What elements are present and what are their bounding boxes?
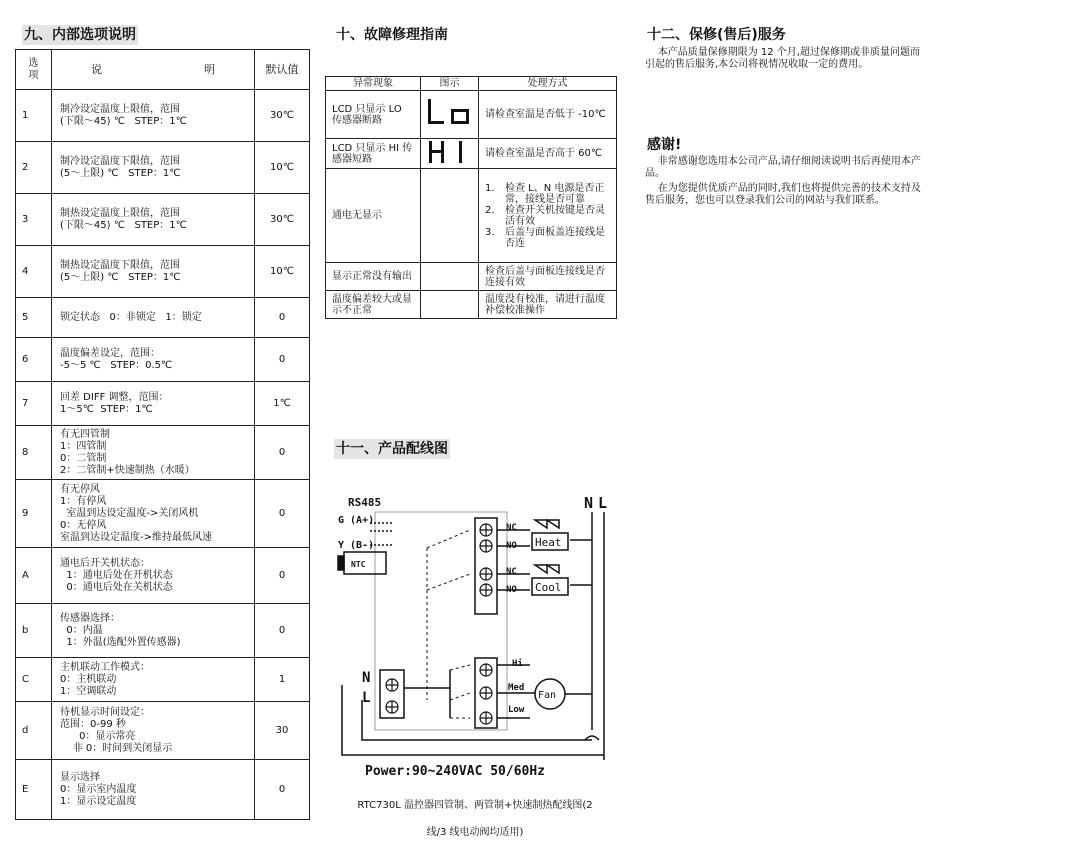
fault-abnormal: 通电无显示 (326, 169, 421, 263)
fault-row (326, 169, 617, 263)
option-code: d (16, 702, 52, 760)
power-label: Power:90~240VAC 50/60Hz (365, 764, 546, 779)
med-label: Med (508, 683, 525, 693)
option-code: 2 (16, 142, 52, 194)
fault-row (326, 291, 617, 319)
ntc-label: NTC (351, 560, 366, 569)
fault-header-icon: 图示 (421, 77, 479, 91)
header-desc-left: 说 (91, 62, 102, 76)
y-label: Y (B-) (338, 540, 375, 551)
lcd-lo-icon (421, 91, 479, 139)
option-description: 通电后开关机状态： 1：通电后处在开机状态 0：通电后处在关机状态 (52, 548, 255, 604)
option-row (16, 702, 310, 760)
fault-abnormal: LCD 只显示 HI 传感器短路 (326, 139, 421, 169)
option-default: 30℃ (255, 194, 310, 246)
section10-title: 十、故障修理指南 (336, 27, 448, 43)
option-row (16, 658, 310, 702)
option-default: 0 (255, 604, 310, 658)
option-default: 30℃ (255, 90, 310, 142)
option-row (16, 480, 310, 548)
fault-icon-empty (421, 169, 479, 263)
option-row (16, 760, 310, 820)
section12-title: 十二、保修(售后)服务 (647, 27, 786, 43)
option-code: 5 (16, 298, 52, 338)
fault-method-steps (479, 169, 617, 263)
option-description: 有无四管制 1：四管制 0：二管制 2：二管制+快速制热（水暖） (52, 426, 255, 480)
wiring-diagram (330, 490, 620, 790)
option-row (16, 246, 310, 298)
no2-label: NO (506, 585, 517, 595)
fan-label: Fan (538, 690, 557, 701)
nc1-label: NC (506, 523, 517, 533)
fault-icon-empty (421, 291, 479, 319)
option-description: 制冷设定温度下限值，范围 (5～上限) ℃ STEP：1℃ (52, 142, 255, 194)
n-top-label: N (584, 494, 594, 512)
option-description: 传感器选择： 0：内温 1：外温(选配外置传感器) (52, 604, 255, 658)
fault-header-method: 处理方式 (479, 77, 617, 91)
option-description: 待机显示时间设定： 范围：0-99 秒 0：显示常亮 非 0：时间到关闭显示 (52, 702, 255, 760)
option-row (16, 90, 310, 142)
cool-label: Cool (535, 581, 562, 594)
option-default: 30 (255, 702, 310, 760)
warranty-paragraph: 本产品质量保修期限为 12 个月,超过保修期或非质量问题而引起的售后服务,本公司将视情况收取一定的费用。 (645, 47, 920, 70)
option-row (16, 194, 310, 246)
option-description: 温度偏差设定，范围： -5～5 ℃ STEP：0.5℃ (52, 338, 255, 382)
fault-abnormal: 温度偏差较大或显示不正常 (326, 291, 421, 319)
option-code: 4 (16, 246, 52, 298)
option-default: 1℃ (255, 382, 310, 426)
option-row (16, 298, 310, 338)
option-code: C (16, 658, 52, 702)
l-top-label: L (598, 494, 608, 512)
thanks-paragraph-2: 在为您提供优质产品的同时,我们也将提供完善的技术支持及售后服务，您也可以登录我们公司的网站与我们联系。 (645, 183, 921, 206)
options-header-row (16, 50, 310, 90)
fault-abnormal: LCD 只显示 LO 传感器断路 (326, 91, 421, 139)
option-default: 1 (255, 658, 310, 702)
fault-row (326, 139, 617, 169)
l-left-label: L (362, 690, 371, 706)
header-desc-right: 明 (204, 62, 215, 76)
fault-method: 请检查室温是否低于 -10℃ (479, 91, 617, 139)
option-description: 回差 DIFF 调整，范围： 1～5℃ STEP：1℃ (52, 382, 255, 426)
diagram-caption-1: RTC730L 温控器四管制、两管制+快速制热配线图(2 (357, 800, 593, 811)
option-row (16, 604, 310, 658)
fault-header-abnormal: 异常现象 (326, 77, 421, 91)
thanks-paragraph-1: 非常感谢您选用本公司产品,请仔细阅读说明书后再使用本产品。 (645, 156, 921, 179)
heat-label: Heat (535, 536, 562, 549)
option-description: 显示选择 0：显示室内温度 1：显示设定温度 (52, 760, 255, 820)
low-label: Low (508, 705, 525, 715)
option-code: 1 (16, 90, 52, 142)
nc2-label: NC (506, 567, 517, 577)
option-code: 3 (16, 194, 52, 246)
option-default: 0 (255, 338, 310, 382)
options-table (15, 49, 310, 820)
fault-method: 检查后盖与面板连接线是否连接有效 (479, 263, 617, 291)
fault-icon-empty (421, 263, 479, 291)
fault-table (325, 76, 617, 319)
option-default: 10℃ (255, 142, 310, 194)
no1-label: NO (506, 541, 517, 551)
option-description: 锁定状态 0：非锁定 1：锁定 (52, 298, 255, 338)
section9-title: 九、内部选项说明 (24, 27, 136, 43)
fault-row (326, 263, 617, 291)
lcd-hi-icon (421, 139, 479, 169)
step-item: 1. 检查 L、N 电源是否正常，接线是否可靠 (485, 182, 605, 205)
option-default: 10℃ (255, 246, 310, 298)
option-description: 制热设定温度下限值，范围 (5～上限) ℃ STEP：1℃ (52, 246, 255, 298)
hi-label: Hi (512, 659, 523, 669)
option-default: 0 (255, 760, 310, 820)
step-item: 3. 后盖与面板盖连接线是否连 (485, 226, 605, 249)
option-code: 8 (16, 426, 52, 480)
option-row (16, 142, 310, 194)
option-description: 制冷设定温度上限值，范围 (下限～45) ℃ STEP：1℃ (52, 90, 255, 142)
option-code: A (16, 548, 52, 604)
diagram-caption-2: 线/3 线电动阀均适用) (426, 827, 524, 838)
fault-row (326, 91, 617, 139)
thanks-title: 感谢! (647, 137, 682, 153)
g-label: G (A+) (338, 515, 375, 526)
header-default: 默认值 (255, 50, 310, 90)
option-code: 7 (16, 382, 52, 426)
option-description: 制热设定温度上限值，范围 (下限～45) ℃ STEP：1℃ (52, 194, 255, 246)
rs485-label: RS485 (348, 496, 382, 509)
option-row (16, 382, 310, 426)
option-row (16, 426, 310, 480)
step-item: 2. 检查开关机按键是否灵活有效 (485, 204, 605, 227)
option-default: 0 (255, 298, 310, 338)
fault-method: 温度没有校准，请进行温度补偿校准操作 (479, 291, 617, 319)
option-code: 6 (16, 338, 52, 382)
header-code: 选 项 (16, 50, 52, 90)
option-default: 0 (255, 548, 310, 604)
fault-method: 请检查室温是否高于 60℃ (479, 139, 617, 169)
section11-title: 十一、产品配线图 (336, 441, 448, 457)
option-description: 有无停风 1：有停风 室温到达设定温度->关闭风机 0：无停风 室温到达设定温度->维持最低风速 (52, 480, 255, 548)
option-default: 0 (255, 480, 310, 548)
option-code: E (16, 760, 52, 820)
header-description (52, 50, 255, 90)
option-code: 9 (16, 480, 52, 548)
option-row (16, 548, 310, 604)
option-description: 主机联动工作模式： 0：主机联动 1：空调联动 (52, 658, 255, 702)
option-code: b (16, 604, 52, 658)
fault-abnormal: 显示正常没有输出 (326, 263, 421, 291)
n-left-label: N (362, 670, 371, 686)
option-default: 0 (255, 426, 310, 480)
option-row (16, 338, 310, 382)
